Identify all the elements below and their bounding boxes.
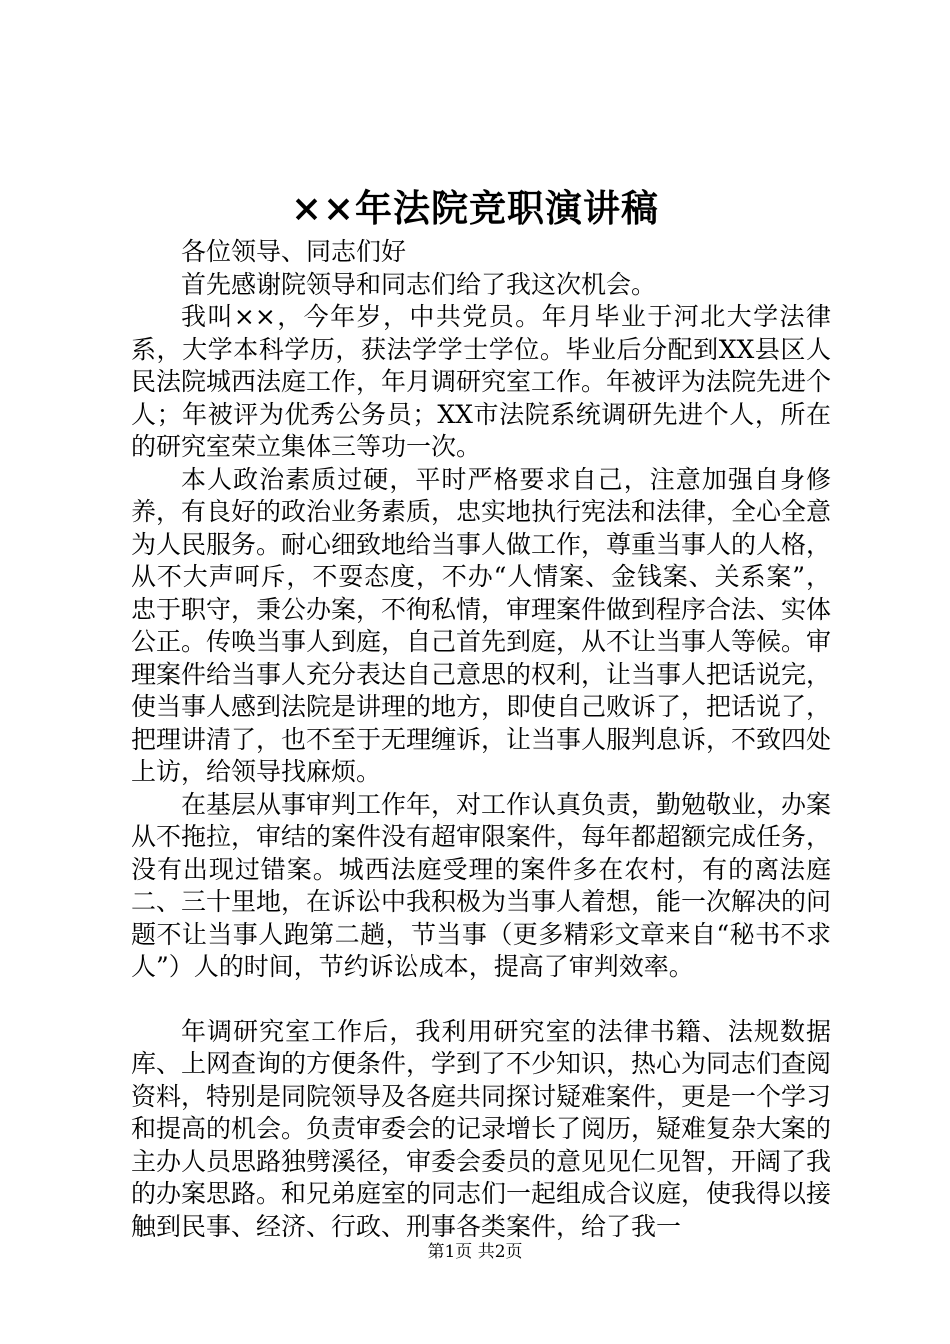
paragraph-research-office: 年调研究室工作后，我利用研究室的法律书籍、法规数据库、上网查询的方便条件，学到了不少知识，热心为同志们查阅资料，特别是同院领导及各庭共同探讨疑难案件，更是一个学习和提高的机会。负责审委会的记录增长了阅历，疑难复杂大案的主办人员思路独劈溪径，审委会委员的意见见仁见智，开阔了我的办案思路。和兄弟庭室的同志们一起组成合议庭，使我得以接触到民事、经济、行政、刑事各类案件，给了我一	[131, 1016, 832, 1241]
paragraph-greeting: 各位领导、同志们好	[181, 237, 407, 266]
paragraph-thanks: 首先感谢院领导和同志们给了我这次机会。	[181, 269, 657, 299]
document-title: ××年法院竞职演讲稿	[290, 186, 659, 230]
page-footer: 第1页 共2页	[427, 1242, 523, 1262]
paragraph-political-quality: 本人政治素质过硬，平时严格要求自己，注意加强自身修养，有良好的政治业务素质，忠实地执行宪法和法律，全心全意为人民服务。耐心细致地给当事人做工作，尊重当事人的人格，从不大声呵斥，不耍态度，不办“人情案、金钱案、关系案”，忠于职守，秉公办案，不徇私情，审理案件做到程序合法、实体公正。传唤当事人到庭，自己首先到庭，从不让当事人等候。审理案件给当事人充分表达自己意思的权利，让当事人把话说完，使当事人感到法院是讲理的地方，即使自己败诉了，把话说了，把理讲清了，也不至于无理缠诉，让当事人服判息诉，不致四处上访，给领导找麻烦。	[131, 464, 832, 786]
paragraph-trial-work: 在基层从事审判工作年，对工作认真负责，勤勉敬业，办案从不拖拉，审结的案件没有超审限案件，每年都超额完成任务，没有出现过错案。城西法庭受理的案件多在农村，有的离法庭二、三十里地，在诉讼中我积极为当事人着想，能一次解决的问题不让当事人跑第二趟，节当事（更多精彩文章来自“秘书不求人”）人的时间，节约诉讼成本，提高了审判效率。	[131, 789, 832, 981]
paragraph-introduction: 我叫××，今年岁，中共党员。年月毕业于河北大学法律系，大学本科学历，获法学学士学位。毕业后分配到XX县区人民法院城西法庭工作，年月调研究室工作。年被评为法院先进个人；年被评为优秀公务员；XX市法院系统调研先进个人，所在的研究室荣立集体三等功一次。	[131, 302, 832, 461]
document-body	[131, 236, 831, 1243]
